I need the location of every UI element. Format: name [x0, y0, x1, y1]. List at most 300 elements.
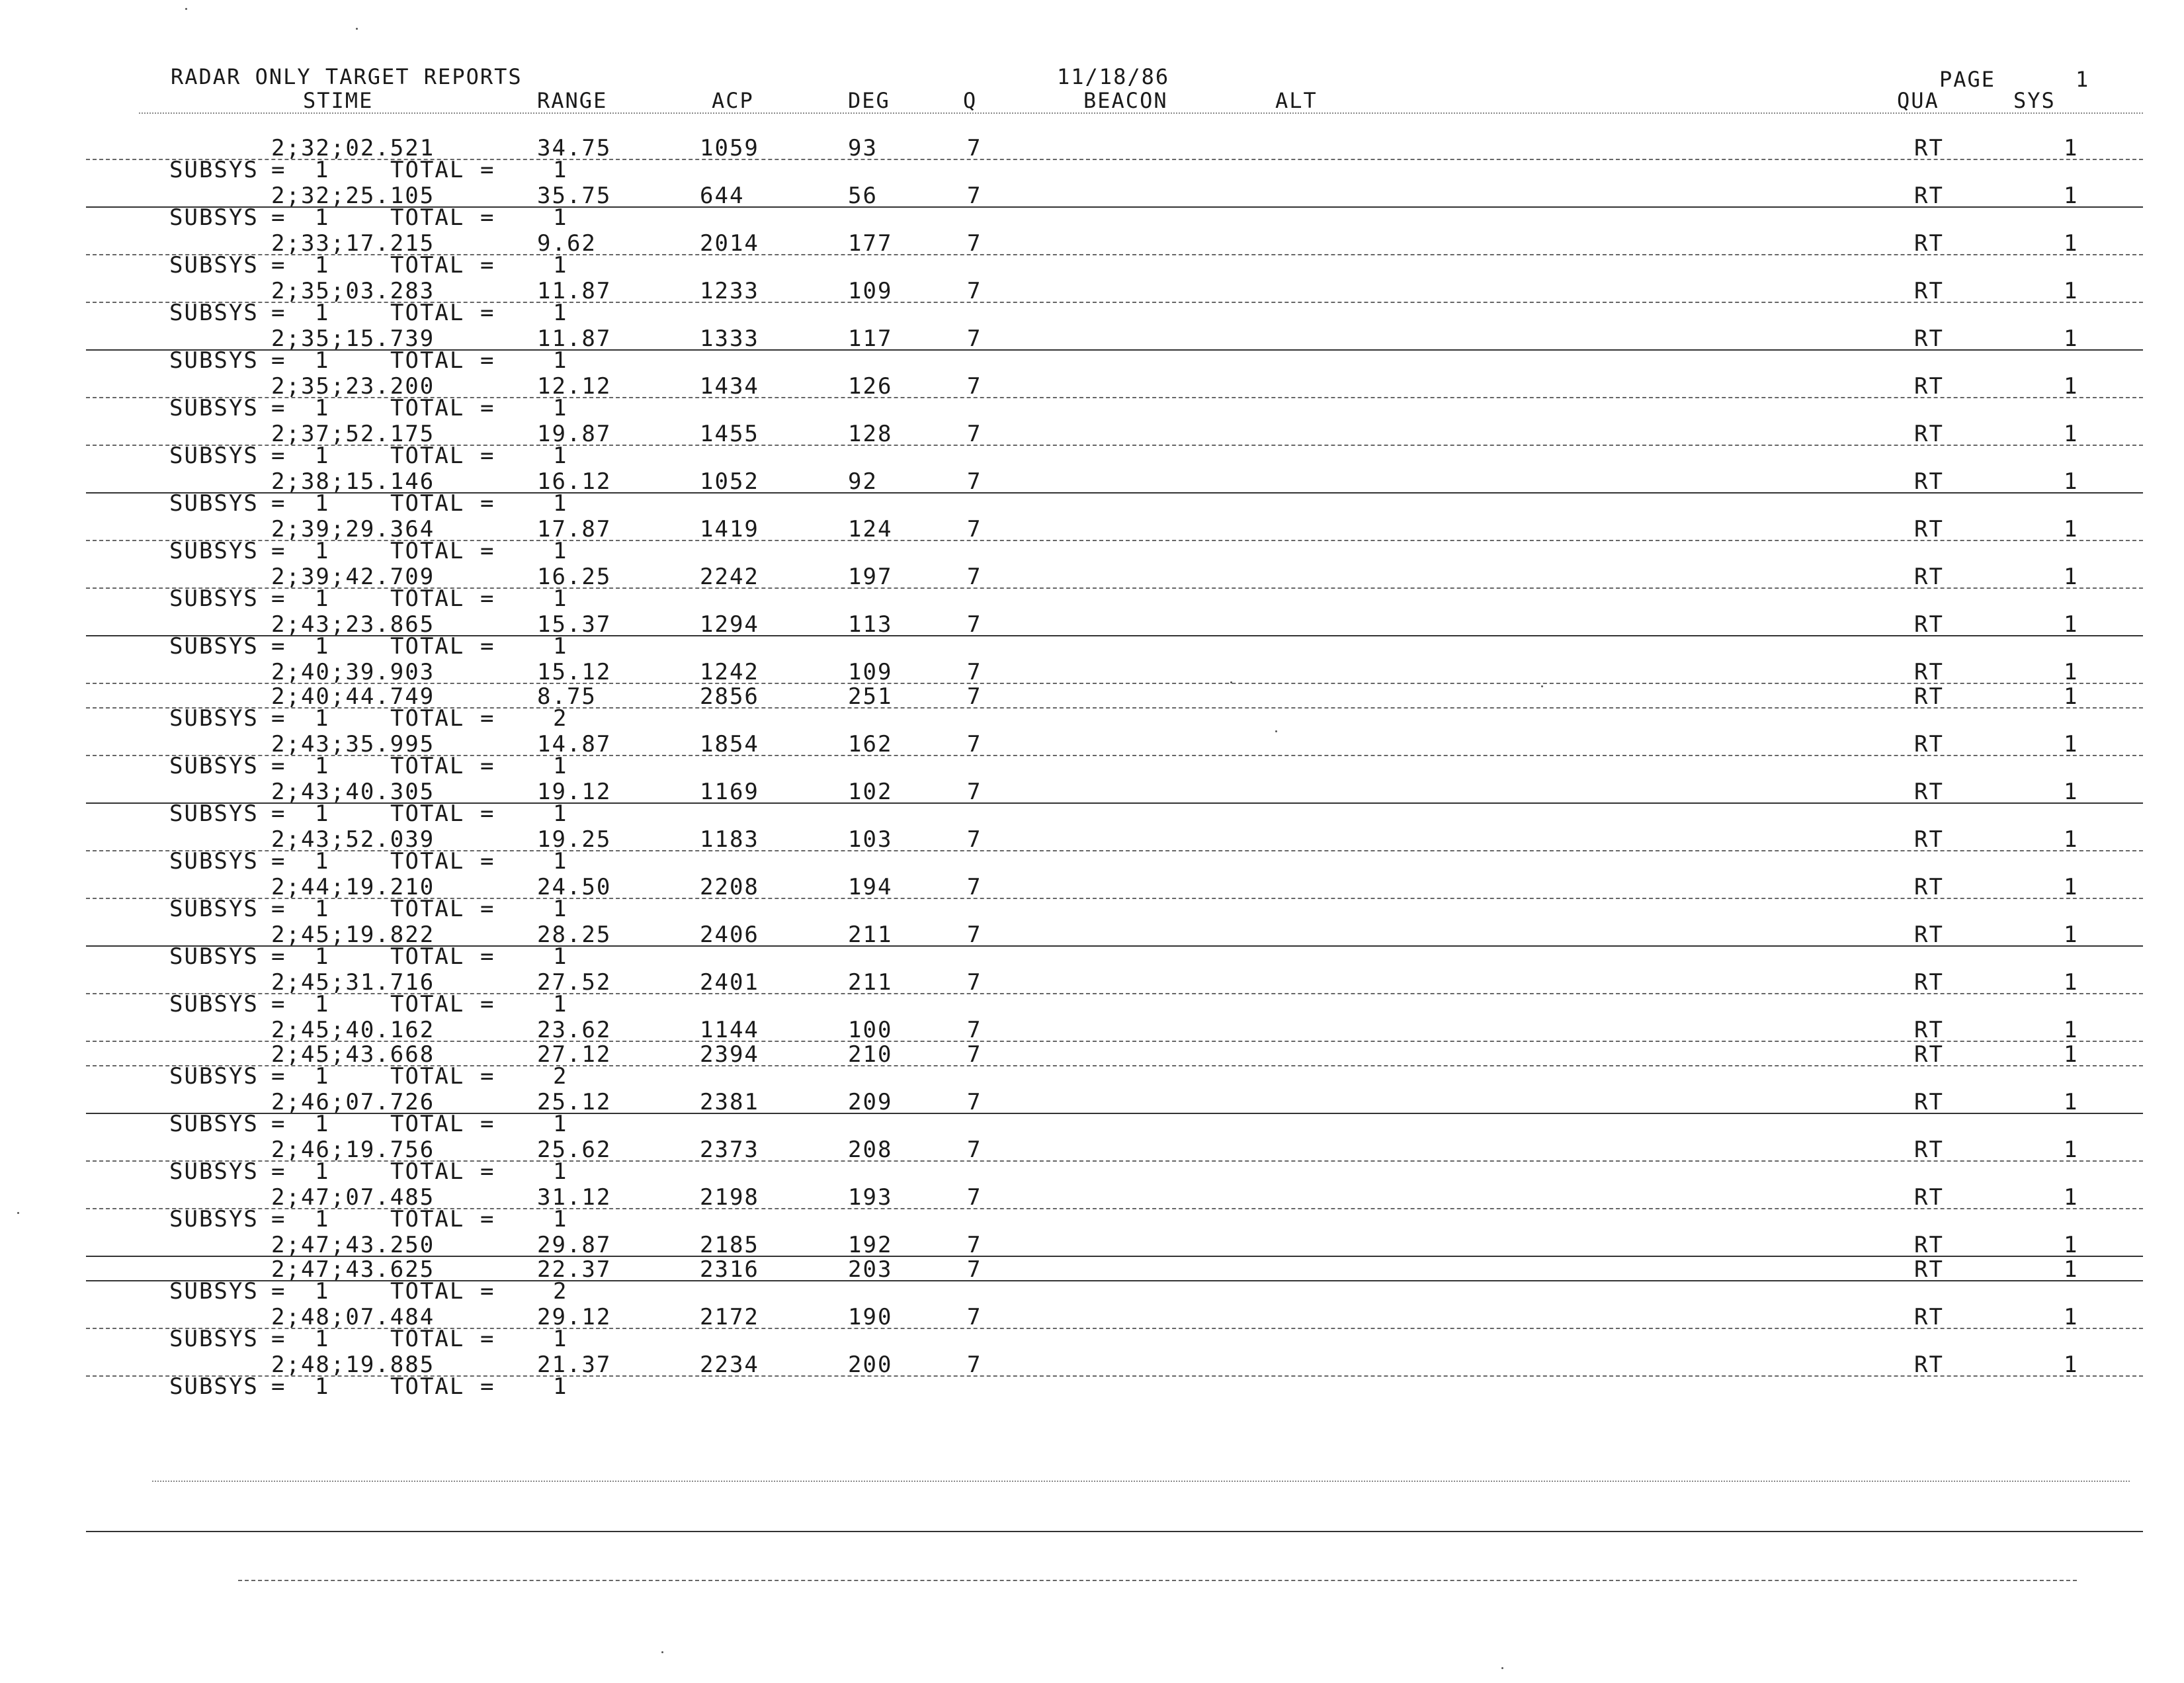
sys-cell: 1: [2064, 826, 2079, 853]
range-cell: 25.62: [537, 1137, 612, 1163]
q-cell: 7: [967, 183, 982, 209]
acp-cell: 2185: [700, 1232, 759, 1258]
range-cell: 29.87: [537, 1232, 612, 1258]
acp-cell: 2381: [700, 1089, 759, 1115]
deg-cell: 162: [848, 731, 893, 757]
total-value: 1: [553, 1158, 568, 1185]
stime-cell: 2;46;19.756: [271, 1137, 435, 1163]
total-label: TOTAL: [390, 443, 465, 469]
subsys-value: 1: [315, 395, 330, 421]
equals-sign: =: [480, 300, 495, 326]
equals-sign: =: [271, 157, 286, 183]
subsys-label: SUBSYS: [169, 991, 259, 1017]
stime-cell: 2;40;44.749: [271, 683, 435, 710]
subsys-label: SUBSYS: [169, 395, 259, 421]
qua-cell: RT: [1914, 1089, 1944, 1115]
stime-cell: 2;39;42.709: [271, 564, 435, 590]
stime-cell: 2;45;19.822: [271, 922, 435, 948]
q-cell: 7: [967, 468, 982, 495]
total-label: TOTAL: [390, 1158, 465, 1185]
total-value: 1: [553, 1326, 568, 1352]
range-cell: 34.75: [537, 135, 612, 161]
acp-cell: 1144: [700, 1017, 759, 1043]
deg-cell: 210: [848, 1041, 893, 1068]
acp-cell: 1233: [700, 278, 759, 304]
subsys-value: 1: [315, 800, 330, 827]
stime-cell: 2;43;52.039: [271, 826, 435, 853]
equals-sign: =: [271, 252, 286, 279]
equals-sign: =: [271, 896, 286, 922]
q-cell: 7: [967, 1304, 982, 1330]
col-q: Q: [963, 88, 978, 113]
range-cell: 35.75: [537, 183, 612, 209]
total-label: TOTAL: [390, 1111, 465, 1137]
q-cell: 7: [967, 611, 982, 638]
range-cell: 19.12: [537, 779, 612, 805]
total-value: 1: [553, 443, 568, 469]
q-cell: 7: [967, 421, 982, 447]
total-value: 1: [553, 896, 568, 922]
equals-sign: =: [480, 157, 495, 183]
total-value: 1: [553, 252, 568, 279]
deg-cell: 100: [848, 1017, 893, 1043]
equals-sign: =: [271, 585, 286, 612]
q-cell: 7: [967, 1352, 982, 1378]
subsys-value: 1: [315, 1326, 330, 1352]
equals-sign: =: [271, 633, 286, 660]
acp-cell: 1242: [700, 659, 759, 685]
subsys-value: 1: [315, 347, 330, 374]
subsys-label: SUBSYS: [169, 1278, 259, 1305]
subsys-value: 1: [315, 1158, 330, 1185]
sys-cell: 1: [2064, 1352, 2079, 1378]
subsys-value: 1: [315, 585, 330, 612]
q-cell: 7: [967, 779, 982, 805]
total-label: TOTAL: [390, 300, 465, 326]
range-cell: 24.50: [537, 874, 612, 900]
stime-cell: 2;35;15.739: [271, 325, 435, 352]
subsys-label: SUBSYS: [169, 1373, 259, 1400]
range-cell: 12.12: [537, 373, 612, 400]
range-cell: 8.75: [537, 683, 597, 710]
deg-cell: 109: [848, 659, 893, 685]
scan-speck: [1230, 681, 1232, 683]
qua-cell: RT: [1914, 1232, 1944, 1258]
q-cell: 7: [967, 1232, 982, 1258]
subsys-value: 1: [315, 848, 330, 875]
q-cell: 7: [967, 230, 982, 257]
equals-sign: =: [271, 1326, 286, 1352]
deg-cell: 92: [848, 468, 878, 495]
q-cell: 7: [967, 135, 982, 161]
equals-sign: =: [271, 1206, 286, 1232]
stime-cell: 2;45;43.668: [271, 1041, 435, 1068]
qua-cell: RT: [1914, 421, 1944, 447]
subsys-value: 1: [315, 157, 330, 183]
stime-cell: 2;38;15.146: [271, 468, 435, 495]
sys-cell: 1: [2064, 1256, 2079, 1283]
range-cell: 11.87: [537, 325, 612, 352]
subsys-value: 1: [315, 633, 330, 660]
deg-cell: 113: [848, 611, 893, 638]
deg-cell: 128: [848, 421, 893, 447]
deg-cell: 197: [848, 564, 893, 590]
range-cell: 15.37: [537, 611, 612, 638]
acp-cell: 2014: [700, 230, 759, 257]
equals-sign: =: [480, 1373, 495, 1400]
qua-cell: RT: [1914, 278, 1944, 304]
stime-cell: 2;47;43.625: [271, 1256, 435, 1283]
total-label: TOTAL: [390, 1373, 465, 1400]
equals-sign: =: [480, 1278, 495, 1305]
range-cell: 23.62: [537, 1017, 612, 1043]
equals-sign: =: [480, 1326, 495, 1352]
q-cell: 7: [967, 278, 982, 304]
stime-cell: 2;48;19.885: [271, 1352, 435, 1378]
range-cell: 29.12: [537, 1304, 612, 1330]
deg-cell: 126: [848, 373, 893, 400]
equals-sign: =: [480, 943, 495, 970]
equals-sign: =: [480, 848, 495, 875]
subsys-label: SUBSYS: [169, 1111, 259, 1137]
subsys-label: SUBSYS: [169, 157, 259, 183]
q-cell: 7: [967, 1089, 982, 1115]
total-value: 2: [553, 1278, 568, 1305]
col-sys: SYS: [2013, 88, 2056, 113]
total-label: TOTAL: [390, 395, 465, 421]
equals-sign: =: [271, 490, 286, 517]
qua-cell: RT: [1914, 230, 1944, 257]
subsys-label: SUBSYS: [169, 585, 259, 612]
qua-cell: RT: [1914, 969, 1944, 996]
sys-cell: 1: [2064, 516, 2079, 542]
sys-cell: 1: [2064, 611, 2079, 638]
subsys-value: 1: [315, 204, 330, 231]
total-label: TOTAL: [390, 896, 465, 922]
q-cell: 7: [967, 325, 982, 352]
total-label: TOTAL: [390, 705, 465, 732]
acp-cell: 2234: [700, 1352, 759, 1378]
qua-cell: RT: [1914, 826, 1944, 853]
q-cell: 7: [967, 1256, 982, 1283]
range-cell: 17.87: [537, 516, 612, 542]
equals-sign: =: [480, 705, 495, 732]
total-label: TOTAL: [390, 157, 465, 183]
deg-cell: 211: [848, 922, 893, 948]
total-label: TOTAL: [390, 538, 465, 564]
subsys-label: SUBSYS: [169, 705, 259, 732]
qua-cell: RT: [1914, 183, 1944, 209]
subsys-label: SUBSYS: [169, 538, 259, 564]
subsys-value: 1: [315, 252, 330, 279]
range-cell: 31.12: [537, 1184, 612, 1211]
deg-cell: 93: [848, 135, 878, 161]
deg-cell: 211: [848, 969, 893, 996]
equals-sign: =: [271, 443, 286, 469]
subsys-value: 1: [315, 991, 330, 1017]
scan-speck: [17, 1212, 19, 1214]
deg-cell: 200: [848, 1352, 893, 1378]
equals-sign: =: [480, 991, 495, 1017]
deg-cell: 192: [848, 1232, 893, 1258]
equals-sign: =: [480, 800, 495, 827]
equals-sign: =: [480, 443, 495, 469]
qua-cell: RT: [1914, 1137, 1944, 1163]
q-cell: 7: [967, 922, 982, 948]
sys-cell: 1: [2064, 135, 2079, 161]
equals-sign: =: [480, 252, 495, 279]
equals-sign: =: [271, 538, 286, 564]
equals-sign: =: [271, 848, 286, 875]
total-value: 1: [553, 1373, 568, 1400]
subsys-label: SUBSYS: [169, 848, 259, 875]
equals-sign: =: [271, 705, 286, 732]
total-value: 1: [553, 585, 568, 612]
subsys-label: SUBSYS: [169, 204, 259, 231]
acp-cell: 2242: [700, 564, 759, 590]
sys-cell: 1: [2064, 1089, 2079, 1115]
total-value: 1: [553, 848, 568, 875]
acp-cell: 1854: [700, 731, 759, 757]
total-label: TOTAL: [390, 1326, 465, 1352]
equals-sign: =: [480, 633, 495, 660]
qua-cell: RT: [1914, 683, 1944, 710]
page-label: PAGE: [1939, 67, 1996, 92]
total-label: TOTAL: [390, 252, 465, 279]
footer-rule-2: [86, 1531, 2143, 1532]
equals-sign: =: [480, 538, 495, 564]
equals-sign: =: [271, 753, 286, 779]
total-value: 1: [553, 991, 568, 1017]
total-value: 1: [553, 347, 568, 374]
scan-speck: [1501, 1667, 1503, 1669]
stime-cell: 2;37;52.175: [271, 421, 435, 447]
total-label: TOTAL: [390, 1278, 465, 1305]
acp-cell: 1183: [700, 826, 759, 853]
col-deg: DEG: [848, 88, 890, 113]
equals-sign: =: [271, 204, 286, 231]
sys-cell: 1: [2064, 731, 2079, 757]
qua-cell: RT: [1914, 1041, 1944, 1068]
col-qua: QUA: [1897, 88, 1939, 113]
subsys-label: SUBSYS: [169, 490, 259, 517]
deg-cell: 209: [848, 1089, 893, 1115]
equals-sign: =: [480, 490, 495, 517]
q-cell: 7: [967, 1184, 982, 1211]
total-value: 1: [553, 395, 568, 421]
stime-cell: 2;32;02.521: [271, 135, 435, 161]
qua-cell: RT: [1914, 325, 1944, 352]
acp-cell: 1294: [700, 611, 759, 638]
deg-cell: 102: [848, 779, 893, 805]
range-cell: 19.87: [537, 421, 612, 447]
sys-cell: 1: [2064, 1232, 2079, 1258]
scan-speck: [356, 28, 358, 30]
stime-cell: 2;35;03.283: [271, 278, 435, 304]
subsys-label: SUBSYS: [169, 1158, 259, 1185]
subsys-label: SUBSYS: [169, 943, 259, 970]
total-value: 2: [553, 705, 568, 732]
qua-cell: RT: [1914, 373, 1944, 400]
range-cell: 25.12: [537, 1089, 612, 1115]
q-cell: 7: [967, 969, 982, 996]
col-alt: ALT: [1275, 88, 1318, 113]
total-value: 1: [553, 538, 568, 564]
range-cell: 14.87: [537, 731, 612, 757]
stime-cell: 2;47;07.485: [271, 1184, 435, 1211]
total-label: TOTAL: [390, 943, 465, 970]
stime-cell: 2;32;25.105: [271, 183, 435, 209]
total-value: 1: [553, 753, 568, 779]
acp-cell: 2316: [700, 1256, 759, 1283]
stime-cell: 2;35;23.200: [271, 373, 435, 400]
sys-cell: 1: [2064, 922, 2079, 948]
total-value: 1: [553, 633, 568, 660]
acp-cell: 2856: [700, 683, 759, 710]
subsys-value: 1: [315, 943, 330, 970]
sys-cell: 1: [2064, 969, 2079, 996]
sys-cell: 1: [2064, 1041, 2079, 1068]
total-value: 1: [553, 943, 568, 970]
deg-cell: 177: [848, 230, 893, 257]
deg-cell: 124: [848, 516, 893, 542]
deg-cell: 251: [848, 683, 893, 710]
q-cell: 7: [967, 874, 982, 900]
subsys-value: 1: [315, 1206, 330, 1232]
col-beacon: BEACON: [1083, 88, 1168, 113]
report-title: RADAR ONLY TARGET REPORTS: [171, 64, 523, 89]
equals-sign: =: [271, 943, 286, 970]
col-acp: ACP: [712, 88, 754, 113]
subsys-label: SUBSYS: [169, 753, 259, 779]
q-cell: 7: [967, 731, 982, 757]
total-label: TOTAL: [390, 490, 465, 517]
q-cell: 7: [967, 826, 982, 853]
equals-sign: =: [480, 896, 495, 922]
total-value: 1: [553, 490, 568, 517]
stime-cell: 2;47;43.250: [271, 1232, 435, 1258]
deg-cell: 56: [848, 183, 878, 209]
subsys-value: 1: [315, 1111, 330, 1137]
acp-cell: 2401: [700, 969, 759, 996]
equals-sign: =: [480, 1111, 495, 1137]
total-value: 1: [553, 800, 568, 827]
subsys-value: 1: [315, 1063, 330, 1090]
scan-speck: [1275, 730, 1277, 732]
stime-cell: 2;43;40.305: [271, 779, 435, 805]
total-label: TOTAL: [390, 848, 465, 875]
range-cell: 11.87: [537, 278, 612, 304]
range-cell: 27.12: [537, 1041, 612, 1068]
equals-sign: =: [480, 1206, 495, 1232]
q-cell: 7: [967, 516, 982, 542]
total-label: TOTAL: [390, 585, 465, 612]
equals-sign: =: [480, 753, 495, 779]
range-cell: 27.52: [537, 969, 612, 996]
equals-sign: =: [480, 204, 495, 231]
range-cell: 15.12: [537, 659, 612, 685]
subsys-value: 1: [315, 753, 330, 779]
sys-cell: 1: [2064, 779, 2079, 805]
equals-sign: =: [271, 395, 286, 421]
range-cell: 21.37: [537, 1352, 612, 1378]
total-value: 1: [553, 1206, 568, 1232]
total-label: TOTAL: [390, 753, 465, 779]
subsys-label: SUBSYS: [169, 633, 259, 660]
q-cell: 7: [967, 564, 982, 590]
range-cell: 16.25: [537, 564, 612, 590]
subsys-value: 1: [315, 896, 330, 922]
subsys-value: 1: [315, 1373, 330, 1400]
subsys-value: 1: [315, 443, 330, 469]
qua-cell: RT: [1914, 468, 1944, 495]
acp-cell: 1333: [700, 325, 759, 352]
stime-cell: 2;46;07.726: [271, 1089, 435, 1115]
equals-sign: =: [271, 1373, 286, 1400]
acp-cell: 644: [700, 183, 745, 209]
deg-cell: 203: [848, 1256, 893, 1283]
sys-cell: 1: [2064, 421, 2079, 447]
q-cell: 7: [967, 1041, 982, 1068]
stime-cell: 2;43;23.865: [271, 611, 435, 638]
sys-cell: 1: [2064, 874, 2079, 900]
header-rule: [139, 112, 2143, 114]
qua-cell: RT: [1914, 659, 1944, 685]
sys-cell: 1: [2064, 1137, 2079, 1163]
acp-cell: 2406: [700, 922, 759, 948]
deg-cell: 109: [848, 278, 893, 304]
sys-cell: 1: [2064, 659, 2079, 685]
total-label: TOTAL: [390, 633, 465, 660]
footer-rule-1: [152, 1481, 2130, 1482]
sys-cell: 1: [2064, 1017, 2079, 1043]
qua-cell: RT: [1914, 731, 1944, 757]
equals-sign: =: [271, 1063, 286, 1090]
equals-sign: =: [480, 347, 495, 374]
qua-cell: RT: [1914, 874, 1944, 900]
qua-cell: RT: [1914, 1304, 1944, 1330]
equals-sign: =: [271, 347, 286, 374]
acp-cell: 2172: [700, 1304, 759, 1330]
deg-cell: 117: [848, 325, 893, 352]
sys-cell: 1: [2064, 373, 2079, 400]
stime-cell: 2;39;29.364: [271, 516, 435, 542]
deg-cell: 208: [848, 1137, 893, 1163]
equals-sign: =: [480, 585, 495, 612]
total-value: 1: [553, 1111, 568, 1137]
q-cell: 7: [967, 1017, 982, 1043]
qua-cell: RT: [1914, 1184, 1944, 1211]
subsys-value: 1: [315, 705, 330, 732]
acp-cell: 2208: [700, 874, 759, 900]
total-value: 2: [553, 1063, 568, 1090]
total-value: 1: [553, 300, 568, 326]
subsys-label: SUBSYS: [169, 1206, 259, 1232]
sys-cell: 1: [2064, 1184, 2079, 1211]
acp-cell: 1052: [700, 468, 759, 495]
qua-cell: RT: [1914, 135, 1944, 161]
equals-sign: =: [480, 1063, 495, 1090]
subsys-value: 1: [315, 1278, 330, 1305]
scan-speck: [661, 1651, 663, 1653]
acp-cell: 1434: [700, 373, 759, 400]
deg-cell: 193: [848, 1184, 893, 1211]
range-cell: 16.12: [537, 468, 612, 495]
deg-cell: 190: [848, 1304, 893, 1330]
equals-sign: =: [271, 991, 286, 1017]
scan-speck: [185, 8, 187, 10]
acp-cell: 1455: [700, 421, 759, 447]
